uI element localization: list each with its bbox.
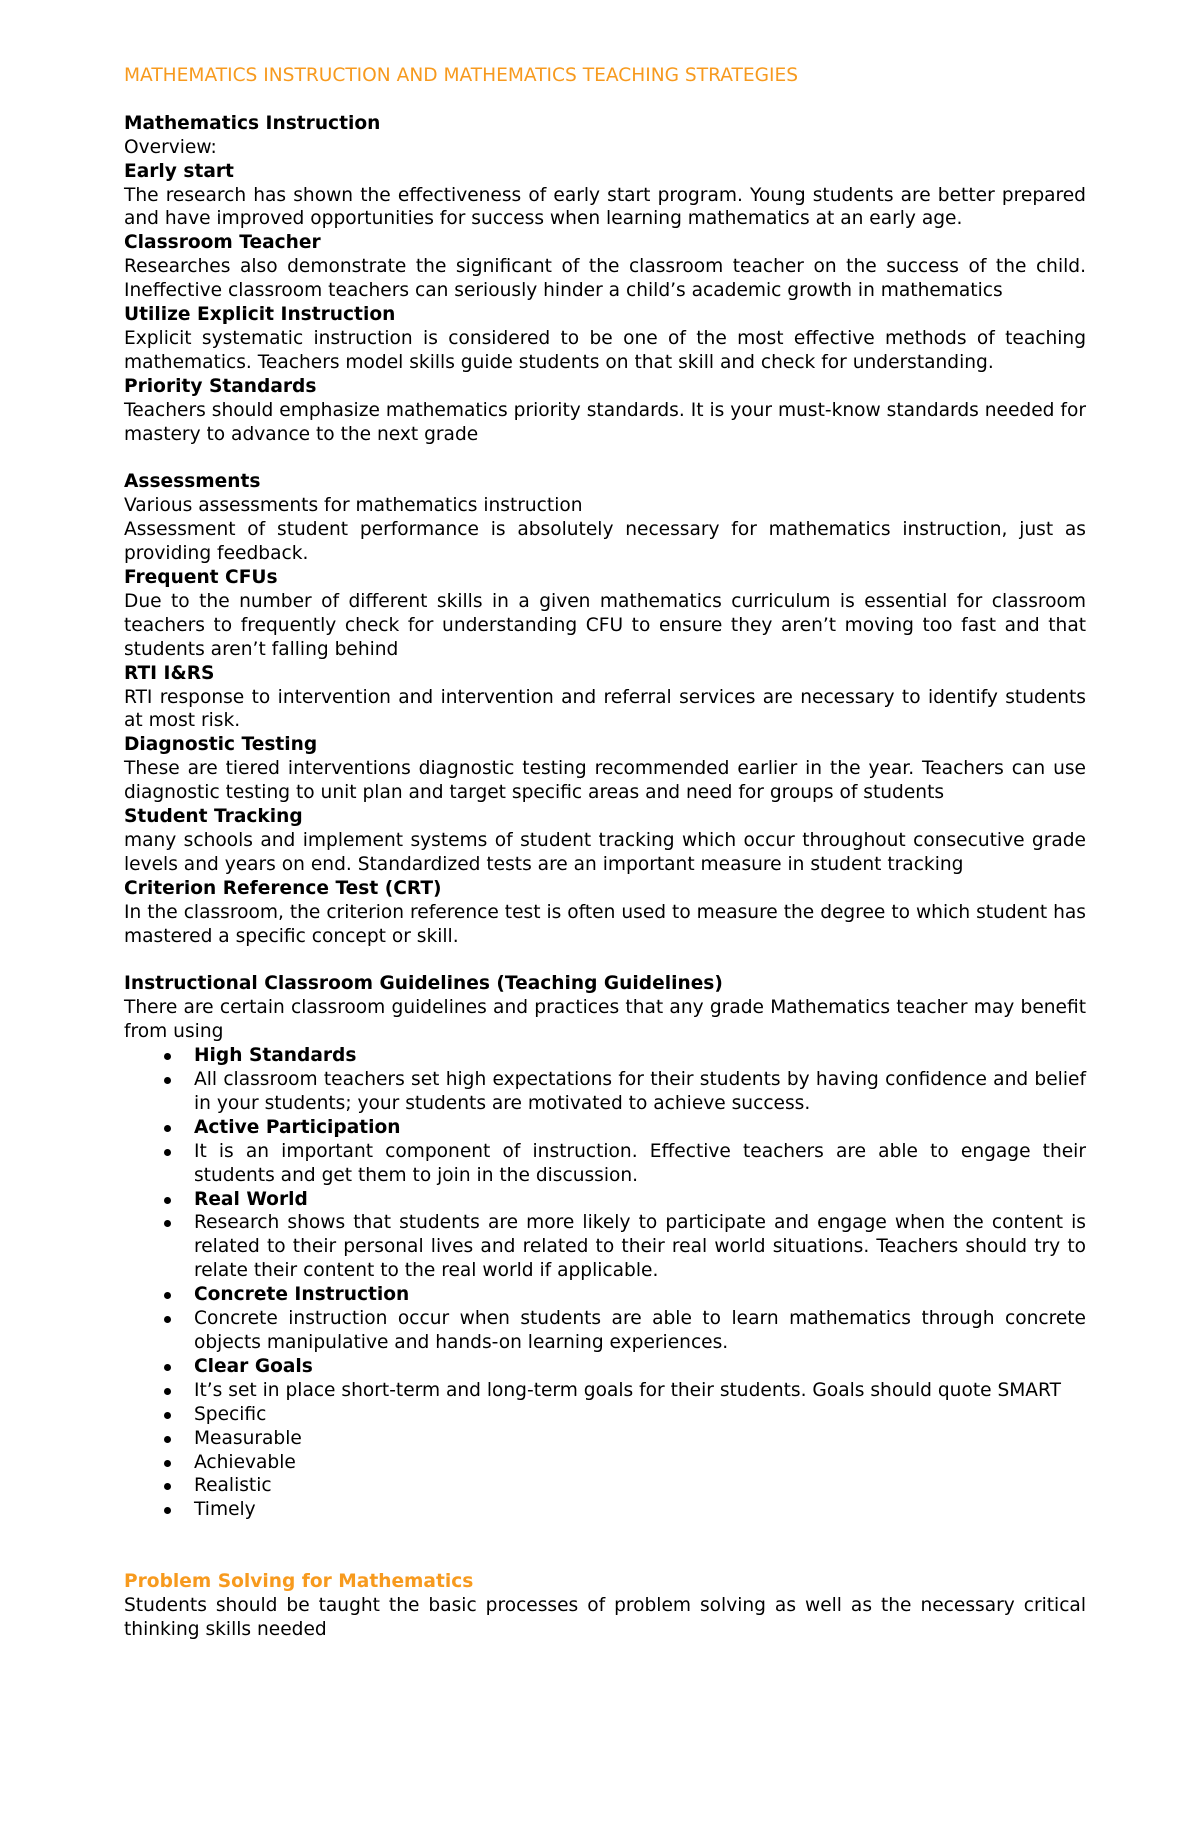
list-item: Specific <box>124 1403 1086 1427</box>
overview-label: Overview: <box>124 136 217 158</box>
section-heading-guidelines: Instructional Classroom Guidelines (Teaching Guidelines) <box>124 973 723 995</box>
assessments-intro-line: Various assessments for mathematics instruction <box>124 495 583 517</box>
assessments-intro-paragraph: Assessment of student performance is absolutely necessary for mathematics instruction, just as providing feedback. <box>124 519 1086 565</box>
list-item: It is an important component of instruction. Effective teachers are able to engage their students and get them to join in the discussion. <box>124 1140 1086 1188</box>
section-heading-problem-solving: Problem Solving for Mathematics <box>124 1571 474 1592</box>
subheading-priority-standards: Priority Standards <box>124 375 317 397</box>
subheading-crt: Criterion Reference Test (CRT) <box>124 877 442 899</box>
subheading-student-tracking: Student Tracking <box>124 806 303 828</box>
subheading-classroom-teacher: Classroom Teacher <box>124 232 321 254</box>
document-page <box>124 64 1086 1642</box>
list-item: Realistic <box>124 1474 1086 1498</box>
paragraph-problem-solving: Students should be taught the basic processes of problem solving as well as the necessary critical thinking skills needed <box>124 1594 1086 1640</box>
section-heading-assessments: Assessments <box>124 471 261 493</box>
paragraph-crt: In the classroom, the criterion reference test is often used to measure the degree to which student has mastered a specific concept or skill. <box>124 901 1086 947</box>
list-item: Concrete Instruction <box>124 1283 1086 1307</box>
subheading-rti-irs: RTI I&RS <box>124 662 215 684</box>
subheading-frequent-cfus: Frequent CFUs <box>124 566 278 588</box>
paragraph-rti-irs: RTI response to intervention and intervention and referral services are necessary to identify students at most risk. <box>124 686 1086 732</box>
list-item: Clear Goals <box>124 1355 1086 1379</box>
document-title: MATHEMATICS INSTRUCTION AND MATHEMATICS TEACHING STRATEGIES <box>124 65 799 86</box>
list-item: Timely <box>124 1498 1086 1522</box>
spacer <box>124 948 1086 972</box>
guidelines-list <box>124 1044 1086 1522</box>
list-item: Achievable <box>124 1451 1086 1475</box>
spacer <box>124 1522 1086 1546</box>
section-heading-instruction: Mathematics Instruction <box>124 112 381 134</box>
spacer <box>124 88 1086 112</box>
list-item: Measurable <box>124 1427 1086 1451</box>
paragraph-student-tracking: many schools and implement systems of student tracking which occur throughout consecutive grade levels and years on end. Standardized tests are an important measure in student tracking <box>124 829 1086 875</box>
paragraph-priority-standards: Teachers should emphasize mathematics priority standards. It is your must-know standards needed for mastery to advance to the next grade <box>124 399 1086 445</box>
spacer <box>124 446 1086 470</box>
paragraph-diagnostic-testing: These are tiered interventions diagnostic testing recommended earlier in the year. Teachers can use diagnostic testing to unit plan and target specific areas and need for groups of students <box>124 758 1086 804</box>
list-item: Research shows that students are more likely to participate and engage when the content is related to their personal lives and related to their real world situations. Teachers should try to relate their content to the real world if applicable. <box>124 1211 1086 1283</box>
subheading-early-start: Early start <box>124 160 234 182</box>
list-item: Concrete instruction occur when students are able to learn mathematics through concrete objects manipulative and hands-on learning experiences. <box>124 1307 1086 1355</box>
paragraph-explicit-instruction: Explicit systematic instruction is considered to be one of the most effective methods of teaching mathematics. Teachers model skills guide students on that skill and check for understanding. <box>124 327 1086 373</box>
list-item: Active Participation <box>124 1116 1086 1140</box>
spacer <box>124 1546 1086 1570</box>
list-item: High Standards <box>124 1044 1086 1068</box>
paragraph-frequent-cfus: Due to the number of different skills in a given mathematics curriculum is essential for classroom teachers to frequently check for understanding CFU to ensure they aren’t moving too fast and that students aren’t falling behind <box>124 590 1086 660</box>
list-item: All classroom teachers set high expectations for their students by having confidence and belief in your students; your students are motivated to achieve success. <box>124 1068 1086 1116</box>
paragraph-classroom-teacher: Researches also demonstrate the significant of the classroom teacher on the success of the child. Ineffective classroom teachers can seriously hinder a child’s academic growth in mathematics <box>124 256 1086 302</box>
subheading-explicit-instruction: Utilize Explicit Instruction <box>124 304 396 326</box>
subheading-diagnostic-testing: Diagnostic Testing <box>124 734 318 756</box>
list-item: Real World <box>124 1188 1086 1212</box>
list-item: It’s set in place short-term and long-term goals for their students. Goals should quote SMART <box>124 1379 1086 1403</box>
paragraph-early-start: The research has shown the effectiveness of early start program. Young students are better prepared and have improved opportunities for success when learning mathematics at an early age. <box>124 184 1086 230</box>
guidelines-intro: There are certain classroom guidelines and practices that any grade Mathematics teacher may benefit from using <box>124 997 1086 1043</box>
